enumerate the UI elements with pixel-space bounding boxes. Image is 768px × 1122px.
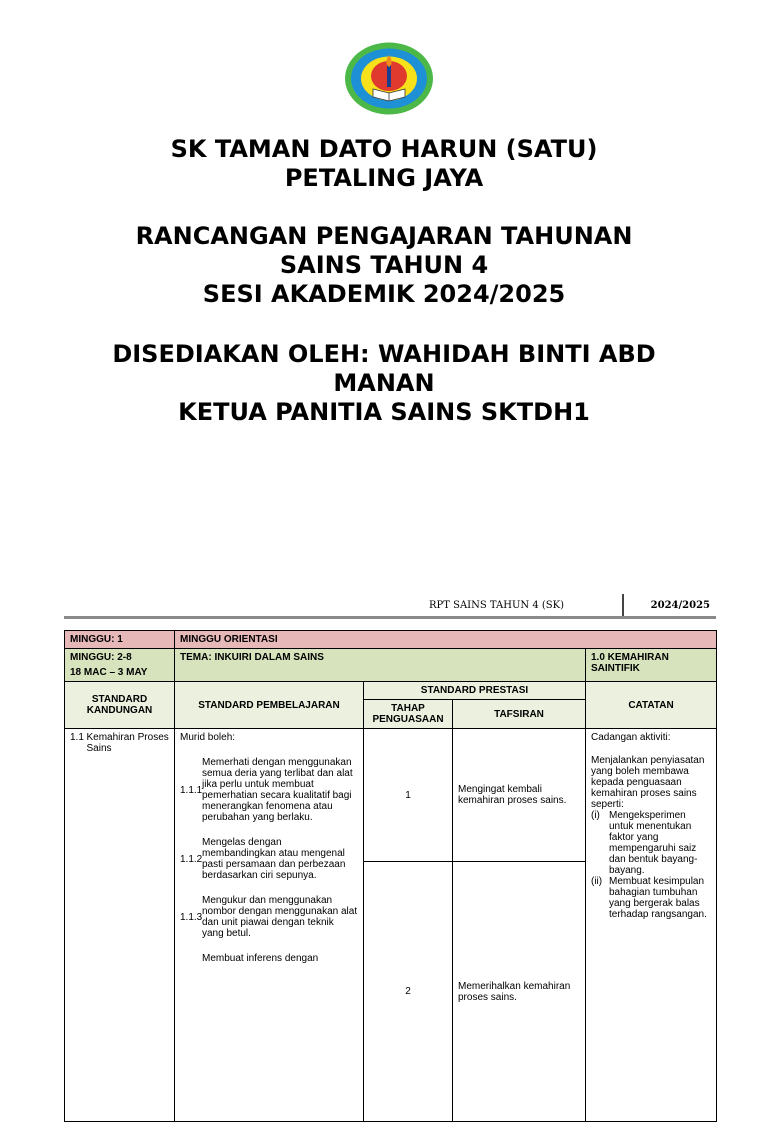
theme-cell: TEMA: INKUIRI DALAM SAINS	[175, 649, 586, 682]
row-minggu-2	[65, 649, 717, 682]
header-tafsiran: TAFSIRAN	[453, 700, 586, 729]
catatan-item-number: (i)	[591, 810, 600, 821]
author-line-2: MANAN	[333, 369, 435, 397]
sp-item	[180, 895, 358, 939]
school-city: PETALING JAYA	[284, 164, 484, 192]
page-header-divider	[622, 594, 624, 616]
header-prestasi: STANDARD PRESTASI	[364, 682, 586, 700]
page-header	[64, 594, 716, 618]
rpt-table	[64, 630, 717, 1122]
header-sp: STANDARD PEMBELAJARAN	[175, 682, 364, 729]
week-2-label: MINGGU: 2-8	[70, 652, 132, 663]
sp-item-number: 1.1.1	[180, 784, 203, 796]
school-name: SK TAMAN DATO HARUN (SATU)	[170, 135, 598, 163]
sp-cell	[175, 729, 364, 1122]
catatan-list	[591, 810, 711, 920]
page-header-right: 2024/2025	[650, 600, 710, 611]
tafsiran-2: Memerihalkan kemahiran proses sains.	[453, 862, 586, 1122]
sp-item-text: Membuat inferens dengan	[202, 953, 319, 964]
plan-session: SESI AKADEMIK 2024/2025	[202, 280, 566, 308]
catatan-item-text: Membuat kesimpulan bahagian tumbuhan yang bergerak balas terhadap rangsangan.	[609, 876, 707, 920]
sp-item-text: Mengukur dan menggunakan nombor dengan menggunakan alat dan unit piawai dengan teknik yang betul.	[202, 895, 358, 939]
header-tahap: TAHAP PENGUASAAN	[364, 700, 453, 729]
sp-item	[180, 953, 358, 964]
sk-text: Kemahiran Proses Sains	[86, 732, 169, 754]
catatan-item-text: Mengeksperimen untuk menentukan faktor yang mempengaruhi saiz dan bentuk bayang- bayang.	[609, 810, 698, 876]
content-row-1	[65, 729, 717, 862]
author-block	[0, 340, 768, 427]
week-2-dates: 18 MAC – 3 MAY	[70, 667, 148, 678]
tp-1: 1	[364, 729, 453, 862]
sp-item	[180, 837, 358, 881]
week-2-cell	[65, 649, 175, 682]
sp-item-number: 1.1.2	[180, 853, 203, 865]
plan-subject: SAINS TAHUN 4	[279, 251, 489, 279]
catatan-item	[591, 876, 711, 920]
header-row-1	[65, 682, 717, 700]
catatan-title: Cadangan aktiviti:	[591, 732, 671, 743]
catatan-intro: Menjalankan penyiasatan yang boleh membawa kepada penguasaan kemahiran proses sains seperti:	[591, 755, 705, 810]
catatan-item	[591, 810, 711, 876]
sk-number: 1.1	[70, 732, 84, 743]
area-cell: 1.0 KEMAHIRAN SAINTIFIK	[586, 649, 717, 682]
author-line-3: KETUA PANITIA SAINS SKTDH1	[178, 398, 590, 426]
school-title-block	[0, 135, 768, 193]
school-logo	[343, 41, 435, 116]
sk-cell	[65, 729, 175, 1122]
sp-item-number: 1.1.3	[180, 911, 203, 923]
plan-title: RANCANGAN PENGAJARAN TAHUNAN	[135, 222, 633, 250]
sp-item	[180, 757, 358, 823]
author-line-1: DISEDIAKAN OLEH: WAHIDAH BINTI ABD	[112, 340, 656, 368]
catatan-item-number: (ii)	[591, 876, 603, 887]
header-catatan: CATATAN	[586, 682, 717, 729]
week-1-cell: MINGGU: 1	[65, 631, 175, 649]
tafsiran-1: Mengingat kembali kemahiran proses sains.	[453, 729, 586, 862]
catatan-cell	[586, 729, 717, 1122]
page-header-left: RPT SAINS TAHUN 4 (SK)	[429, 600, 564, 611]
row-minggu-1	[65, 631, 717, 649]
page-header-rule	[64, 616, 716, 619]
header-sk: STANDARD KANDUNGAN	[65, 682, 175, 729]
plan-title-block	[0, 222, 768, 309]
sp-item-text: Memerhati dengan menggunakan semua deria yang terlibat dan alat jika perlu untuk membuat pemerhatian secara kualitatif bagi menerangkan fenomena atau perubahan yang berlaku.	[202, 757, 353, 823]
week-1-title: MINGGU ORIENTASI	[175, 631, 717, 649]
sp-intro: Murid boleh:	[180, 732, 236, 743]
sp-item-text: Mengelas dengan membandingkan atau mengenal pasti persamaan dan perbezaan berdasarkan ciri sepunya.	[202, 837, 346, 881]
tp-2: 2	[364, 862, 453, 1122]
